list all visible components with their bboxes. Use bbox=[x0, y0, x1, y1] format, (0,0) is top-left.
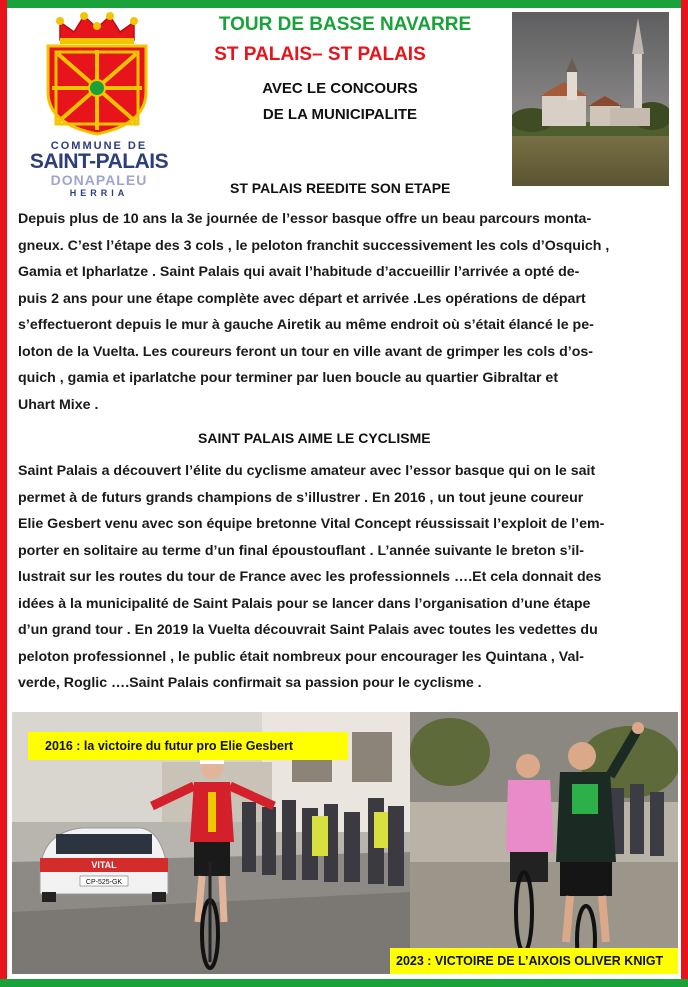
section2-line: Elie Gesbert venu avec son équipe bretonne Vital Concept réussissait l’exploit de l’em- bbox=[18, 516, 605, 532]
section2-heading: SAINT PALAIS AIME LE CYCLISME bbox=[198, 430, 431, 446]
municipalite-line: DE LA MUNICIPALITE bbox=[262, 106, 418, 123]
caption-2023: 2023 : VICTOIRE DE L’AIXOIS OLIVER KNIGT bbox=[390, 948, 678, 974]
page-subtitle bbox=[170, 44, 520, 66]
right-red-border bbox=[681, 0, 688, 987]
section1-line: Gamia et Ipharlatze . Saint Palais qui avait l’habitude d’accueillir l’arrivée a opté de- bbox=[18, 264, 580, 280]
section1-line: Uhart Mixe . bbox=[18, 396, 99, 413]
section2-line: porter en solitaire au terme d’un final époustouflant . L’année suivante le breton s’il- bbox=[18, 542, 585, 559]
section1-line: puis 2 ans pour une étape complète avec départ et arrivée .Les opérations de départ bbox=[18, 290, 586, 307]
commune-logo bbox=[28, 12, 170, 198]
section2-line: permet à de futurs grands champions de s’illustrer . En 2016 , un tout jeune coureur bbox=[18, 489, 584, 506]
top-green-border bbox=[0, 0, 688, 8]
section2-line: verde, Roglic ….Saint Palais confirmait sa passion pour le cyclisme . bbox=[18, 675, 482, 691]
section2-line: idées à la municipalité de Saint Palais pour se lancer dans l’organisation d’une étape bbox=[18, 595, 591, 612]
photo-2023-victory bbox=[410, 712, 678, 974]
section1-line: gneux. C’est l’étape des 3 cols , le peloton franchit successivement les cols d’Osquich , bbox=[18, 237, 610, 254]
section2-line: d’un grand tour . En 2019 la Vuelta découvrait Saint Palais avec toutes les vedettes du bbox=[18, 622, 598, 638]
section1-line: Depuis plus de 10 ans la 3e journée de l’essor basque offre un beau parcours monta- bbox=[18, 211, 592, 227]
section1-line: loton de la Vuelta. Les coureurs feront un tour en ville avant de grimper les cols d’os- bbox=[18, 343, 593, 360]
section2-line: Saint Palais a découvert l’élite du cyclisme amateur avec l’essor basque qui on le sait bbox=[18, 463, 596, 479]
section1-paragraph bbox=[18, 206, 670, 418]
page-title: TOUR DE BASSE NAVARRE bbox=[218, 14, 472, 35]
crest-icon bbox=[38, 12, 156, 136]
logo-herria-text: HERRIA bbox=[69, 188, 129, 198]
logo-basque-name: DONAPALEU bbox=[50, 172, 148, 188]
section1-line: quich , gamia et iparlatche pour terminer par luen boucle au quartier Gibraltar et bbox=[18, 370, 559, 386]
section1-line: s’effectueront depuis le mur à gauche Airetik au même endroit où s’était élancé le pe- bbox=[18, 317, 594, 333]
concours-line: AVEC LE CONCOURS bbox=[262, 80, 418, 97]
section1-heading: ST PALAIS REEDITE SON ETAPE bbox=[230, 180, 451, 196]
subtitle-text: ST PALAIS– ST PALAIS bbox=[214, 44, 426, 65]
logo-commune-text: COMMUNE DE bbox=[50, 140, 148, 152]
bottom-green-border bbox=[0, 979, 688, 987]
section2-line: peloton professionnel , le public était nombreux pour encourager les Quintana , Val- bbox=[18, 648, 585, 665]
logo-name-text: SAINT-PALAIS bbox=[29, 150, 169, 173]
car-brand-text: VITAL bbox=[91, 860, 117, 870]
section2-paragraph bbox=[18, 458, 670, 697]
car-plate-text: CP-525-GK bbox=[85, 879, 123, 886]
section2-line: lustrait sur les routes du tour de France avec les professionnels ….Et cela donnait des bbox=[18, 569, 602, 585]
village-church-photo bbox=[512, 12, 669, 186]
left-red-border bbox=[0, 0, 7, 987]
caption-2016: 2016 : la victoire du futur pro Elie Gesbert bbox=[28, 732, 348, 760]
